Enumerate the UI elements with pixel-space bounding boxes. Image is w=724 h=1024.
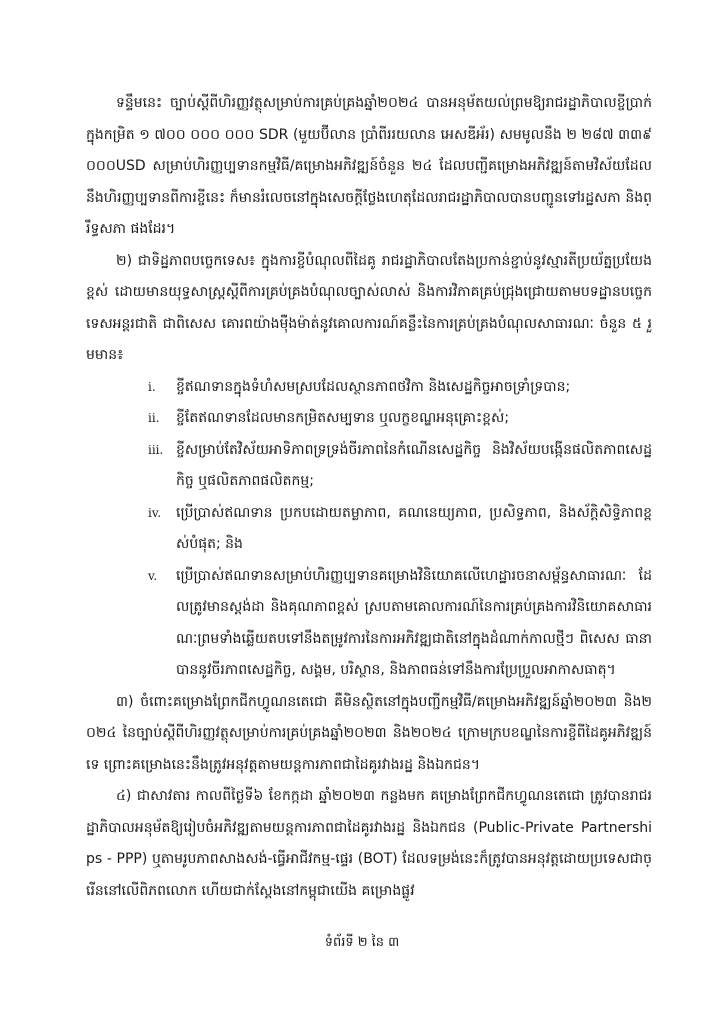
principle-text: ខ្ចីសម្រាប់តែវិស័យអាទិភាពទ្រទ្រង់ចីរភាពនៃកំណើនសេដ្ឋកិច្ច និងវិស័យបង្កើនផលិតភាពសេដ្ឋកិច្ច ឬផលិតភាពផលិតកម្ម; (176, 441, 652, 489)
principles-list (86, 372, 652, 687)
paragraph-background-loan: ទន្ទឹមនេះ ច្បាប់ស្តីពីហិរញ្ញវត្ថុសម្រាប់ការគ្រប់គ្រងឆ្នាំ២០២៤ បានអនុម័តយល់ព្រមឱ្យរាជរដ្ឋាភិបាលខ្ចីប្រាក់ ក្នុងកម្រិត ១ ៧០០ ០០០ ០០០ SDR (មួយប៊ីលាន ប្រាំពីររយលាន អេសឌីអ័រ) សមមូលនឹង ២ ២៨៧ ៣៣៩ ០០០USD សម្រាប់ហិរញ្ញប្បទានកម្មវិធី/គម្រោងអភិវឌ្ឍន៍ចំនួន ២៤ ដែលបញ្ជីគម្រោងអភិវឌ្ឍន៍តាមវិស័យដែលនឹងហិរញ្ញប្បទានពីការខ្ចីនេះ ក៏មានរំលេចនៅក្នុងសេចក្តីថ្លែងហេតុដែលរាជរដ្ឋាភិបាលបានបញ្ជូនទៅរដ្ឋសភា និងព្រឹទ្ធសភា ផងដែរ។ (86, 95, 652, 237)
document-body (86, 88, 652, 907)
principle-text: ប្រើប្រាស់ឥណទាន ប្រកបដោយតម្លាភាព, គណនេយ្យភាព, ប្រសិទ្ធភាព, និងស័ក្តិសិទ្ធិភាពខ្ពស់បំផុត; និង (176, 504, 652, 552)
principle-item (86, 372, 652, 404)
principle-item (86, 435, 652, 498)
paragraph-funan-techo-canal: ៣) ចំពោះគម្រោងព្រែកជីកហ្វូណនតេជោ គឺមិនស្ថិតនៅក្នុងបញ្ជីកម្មវិធី/គម្រោងអភិវឌ្ឍន៍ឆ្នាំ២០២៣ និង២០២៤ នៃច្បាប់ស្តីពីហិរញ្ញវត្ថុសម្រាប់ការគ្រប់គ្រងឆ្នាំ២០២៣ និង២០២៤ ក្រោមក្របខណ្ឌនៃការខ្ចីពីដៃគូអភិវឌ្ឍន៍ទេ ព្រោះគម្រោងនេះនឹងត្រូវអនុវត្តតាមយន្តការភាពជាដៃគូរវាងរដ្ឋ និងឯកជន។ (86, 693, 652, 773)
page-number: ទំព័រទី ២ នៃ ៣ (324, 935, 400, 950)
principle-number: v. (148, 568, 158, 583)
principle-text: ខ្ចីឥណទានក្នុងទំហំសមស្របដែលស្ថានភាពថវិកា និងសេដ្ឋកិច្ចអាចទ្រាំទ្របាន; (176, 378, 571, 395)
principle-number: iv. (148, 505, 162, 520)
paragraph-ppp-background: ៤) ជាសាវតារ កាលពីថ្ងៃទី៦ ខែកក្កដា ឆ្នាំ២០២៣ កន្លងមក គម្រោងព្រែកជីកហ្វូណនតេជោ ត្រូវបានរាជរដ្ឋាភិបាលអនុម័តឱ្យរៀបចំអភិវឌ្ឍតាមយន្តការភាពជាដៃគូរវាងរដ្ឋ និងឯកជន (Public-Private Partnerships - PPP) ឬតាមរូបភាពសាងសង់-ធ្វើអាជីវកម្ម-ផ្ទេរ (BOT) ដែលទម្រង់នេះក៏ត្រូវបានអនុវត្តដោយប្រទេសជាច្រើននៅលើពិភពលោក ហើយជាក់ស្តែងនៅកម្ពុជាយើង គម្រោងផ្លូវ (86, 788, 652, 899)
principle-text: ប្រើប្រាស់ឥណទានសម្រាប់ហិរញ្ញប្បទានគម្រោងវិនិយោគលើហេដ្ឋារចនាសម្ព័ន្ធសាធារណៈ ដែលត្រូវមានស្តង់ដា និងគុណភាពខ្ពស់ ស្របតាមគោលការណ៍នៃការគ្រប់គ្រងការវិនិយោគសាធារណៈព្រមទាំងឆ្លើយតបទៅនឹងតម្រូវការនៃការអភិវឌ្ឍជាតិនៅក្នុងដំណាក់កាលថ្មីៗ ពិសេស ធានាបាននូវចីរភាពសេដ្ឋកិច្ច, សង្គម, បរិស្ថាន, និងភាពធន់ទៅនឹងការប្រែប្រួលអាកាសធាតុ។ (176, 567, 652, 678)
principle-item (86, 561, 652, 687)
principle-number: iii. (148, 442, 164, 457)
principle-number: i. (148, 379, 156, 394)
paragraph-technical-aspect: ២) ជាទិដ្ឋភាពបច្ចេកទេស៖ ក្នុងការខ្ចីបំណុលពីដៃគូ រាជរដ្ឋាភិបាលតែងប្រកាន់ខ្ជាប់នូវស្មារតីប្រយ័ត្នប្រយែងខ្ពស់ ដោយមានយុទ្ធសាស្ត្រស្តីពីការគ្រប់គ្រងបំណុលច្បាស់លាស់ និងការវិភាគគ្រប់ជ្រុងជ្រោយតាមបទដ្ឋានបច្ចេកទេសអន្តរជាតិ ជាពិសេស គោរពយ៉ាងម៉ឺងម៉ាត់នូវគោលការណ៍គន្លឹះនៃការគ្រប់គ្រងបំណុលសាធារណៈ ចំនួន ៥ រួមមាន៖ (86, 252, 652, 363)
principle-item (86, 498, 652, 561)
principle-text: ខ្ចីតែឥណទានដែលមានកម្រិតសម្បទាន ឬលក្ខខណ្ឌអនុគ្រោះខ្ពស់; (176, 410, 510, 426)
principle-item (86, 403, 652, 435)
principle-number: ii. (148, 411, 160, 425)
